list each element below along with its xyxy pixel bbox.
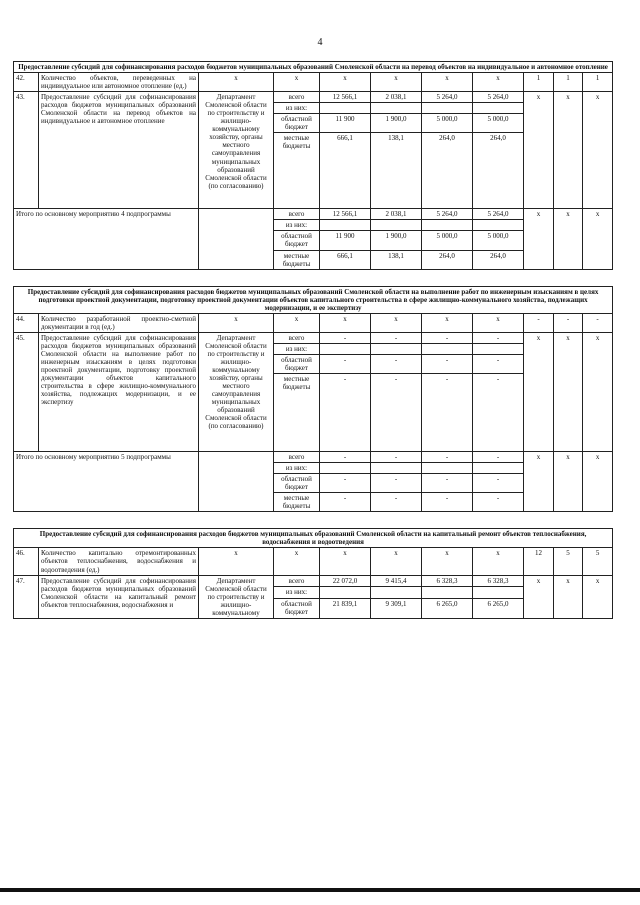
- cell-x: х: [371, 548, 422, 575]
- table-row: [14, 548, 613, 575]
- cell-x: х: [524, 575, 554, 618]
- amount: 666,1: [320, 133, 371, 209]
- source-total: всего: [274, 332, 320, 343]
- cell-dash: -: [320, 474, 371, 493]
- table-row: [14, 575, 613, 587]
- amount: 264,0: [422, 250, 473, 269]
- amount: 1 900,0: [371, 231, 422, 250]
- cell-dash: -: [371, 374, 422, 452]
- amount: 12 566,1: [320, 209, 371, 220]
- source-local: местные бюджеты: [274, 133, 320, 209]
- source-obl: областной бюджет: [274, 474, 320, 493]
- cell-dash: -: [422, 354, 473, 373]
- cell-dash: -: [473, 474, 524, 493]
- amount: 9 415,4: [371, 575, 422, 587]
- indicator-value: 1: [554, 73, 583, 92]
- cell-x: х: [371, 73, 422, 92]
- cell-x: х: [320, 313, 371, 332]
- measure-name: Предоставление субсидий для софинансирования расходов бюджетов муниципальных образований Смоленской области на капитальный ремонт объектов теплоснабжения, водоснабжения и: [39, 575, 199, 618]
- cell-dash: -: [371, 354, 422, 373]
- cell-dash: -: [422, 474, 473, 493]
- cell-dash: -: [371, 332, 422, 343]
- program-table: [13, 61, 613, 619]
- amount: 11 900: [320, 231, 371, 250]
- source-total: всего: [274, 209, 320, 220]
- executor: Департамент Смоленской области по строительству и жилищно-коммунальному: [199, 575, 274, 618]
- measure-name: Предоставление субсидий для софинансирования расходов бюджетов муниципальных образований Смоленской области на выполнение работ по инженерным изысканиям в целях подготовки проектной документации, подготовку проектной документации объектов капитального строительства в сфере жилищно-коммунального хозяйства, подлежащих модернизации, и ее экспертизу: [39, 332, 199, 451]
- row-number: 45.: [14, 332, 39, 451]
- indicator-value: 1: [583, 73, 613, 92]
- amount: 6 265,0: [473, 598, 524, 618]
- cell-dash: -: [422, 452, 473, 463]
- cell-x: х: [274, 548, 320, 575]
- row-number: 46.: [14, 548, 39, 575]
- cell-x: х: [583, 209, 613, 269]
- amount: 5 264,0: [473, 209, 524, 220]
- cell-dash: -: [473, 493, 524, 512]
- amount: 1 900,0: [371, 114, 422, 133]
- source-obl: областной бюджет: [274, 114, 320, 133]
- cell-x: х: [274, 73, 320, 92]
- executor: Департамент Смоленской области по строительству и жилищно-коммунальному хозяйству, органы местного самоуправления муниципальных образований Смоленской области (по согласованию): [199, 332, 274, 451]
- amount: 138,1: [371, 250, 422, 269]
- indicator-name: Количество объектов, переведенных на индивидуальное или автономное отопление (ед.): [39, 73, 199, 92]
- cell-x: х: [473, 313, 524, 332]
- amount: 5 000,0: [473, 114, 524, 133]
- source-obl: областной бюджет: [274, 231, 320, 250]
- amount: 9 309,1: [371, 598, 422, 618]
- cell-dash: -: [473, 374, 524, 452]
- source-incl: из них:: [274, 463, 320, 474]
- table-row: [14, 452, 613, 463]
- cell-x: х: [422, 313, 473, 332]
- source-local: местные бюджеты: [274, 374, 320, 452]
- cell-x: х: [199, 548, 274, 575]
- subtotal-name: Итого по основному мероприятию 4 подпрограммы: [14, 209, 199, 269]
- table-row: [14, 313, 613, 332]
- cell-x: х: [524, 452, 554, 512]
- cell-x: х: [554, 332, 583, 451]
- row-number: 42.: [14, 73, 39, 92]
- cell-dash: -: [422, 374, 473, 452]
- cell-x: х: [554, 452, 583, 512]
- table-row: [14, 73, 613, 92]
- amount: 21 839,1: [320, 598, 371, 618]
- source-incl: из них:: [274, 343, 320, 354]
- amount: 264,0: [473, 250, 524, 269]
- amount: 5 264,0: [422, 92, 473, 103]
- cell-dash: -: [371, 474, 422, 493]
- cell-x: х: [199, 73, 274, 92]
- amount: 11 900: [320, 114, 371, 133]
- source-obl: областной бюджет: [274, 354, 320, 373]
- source-local: местные бюджеты: [274, 493, 320, 512]
- cell-dash: -: [524, 313, 554, 332]
- scan-border: [0, 888, 640, 892]
- cell-dash: -: [473, 332, 524, 343]
- cell-x: х: [473, 73, 524, 92]
- amount: 22 072,0: [320, 575, 371, 587]
- amount: 2 038,1: [371, 92, 422, 103]
- cell-x: х: [422, 73, 473, 92]
- amount: 138,1: [371, 133, 422, 209]
- page-number: 4: [317, 37, 323, 48]
- cell-x: х: [422, 548, 473, 575]
- cell-x: х: [199, 313, 274, 332]
- cell-dash: -: [422, 332, 473, 343]
- amount: 12 566,1: [320, 92, 371, 103]
- executor: Департамент Смоленской области по строительству и жилищно-коммунальному хозяйству, органы местного самоуправления муниципальных образований Смоленской области (по согласованию): [199, 92, 274, 209]
- cell-x: х: [473, 548, 524, 575]
- indicator-value: 12: [524, 548, 554, 575]
- cell-x: х: [524, 92, 554, 209]
- amount: 5 000,0: [422, 231, 473, 250]
- cell-x: х: [320, 73, 371, 92]
- cell-dash: -: [473, 452, 524, 463]
- cell-dash: -: [422, 493, 473, 512]
- cell-x: х: [583, 332, 613, 451]
- source-incl: из них:: [274, 103, 320, 114]
- cell-dash: -: [320, 354, 371, 373]
- amount: 666,1: [320, 250, 371, 269]
- cell-x: х: [524, 209, 554, 269]
- row-number: 47.: [14, 575, 39, 618]
- source-incl: из них:: [274, 220, 320, 231]
- row-number: 43.: [14, 92, 39, 209]
- row-number: 44.: [14, 313, 39, 332]
- amount: 264,0: [422, 133, 473, 209]
- source-local: местные бюджеты: [274, 250, 320, 269]
- cell-dash: -: [320, 493, 371, 512]
- cell-x: х: [554, 209, 583, 269]
- cell-x: х: [583, 452, 613, 512]
- cell-dash: -: [554, 313, 583, 332]
- section-header: Предоставление субсидий для софинансирования расходов бюджетов муниципальных образований Смоленской области на перевод объектов на индивидуальное и автономное отопление: [14, 62, 613, 73]
- indicator-value: 5: [554, 548, 583, 575]
- cell-x: х: [320, 548, 371, 575]
- cell-x: х: [583, 92, 613, 209]
- table-row: [14, 92, 613, 103]
- amount: 2 038,1: [371, 209, 422, 220]
- amount: 5 000,0: [422, 114, 473, 133]
- cell-dash: -: [320, 452, 371, 463]
- cell-x: х: [274, 313, 320, 332]
- table-row: [14, 209, 613, 220]
- amount: 264,0: [473, 133, 524, 209]
- cell-x: х: [524, 332, 554, 451]
- source-total: всего: [274, 575, 320, 587]
- source-total: всего: [274, 92, 320, 103]
- cell-x: х: [554, 92, 583, 209]
- amount: 6 328,3: [473, 575, 524, 587]
- cell-dash: -: [583, 313, 613, 332]
- amount: 5 000,0: [473, 231, 524, 250]
- cell-x: х: [583, 575, 613, 618]
- cell-dash: -: [371, 452, 422, 463]
- amount: 5 264,0: [473, 92, 524, 103]
- indicator-name: Количество капитально отремонтированных объектов теплоснабжения, водоснабжения и водоотведения (ед.): [39, 548, 199, 575]
- amount: 6 265,0: [422, 598, 473, 618]
- cell-dash: -: [320, 374, 371, 452]
- section-header: Предоставление субсидий для софинансирования расходов бюджетов муниципальных образований Смоленской области на капитальный ремонт объектов теплоснабжения, водоснабжения и водоотведения: [14, 529, 613, 548]
- cell-dash: -: [473, 354, 524, 373]
- indicator-value: 1: [524, 73, 554, 92]
- cell-x: х: [371, 313, 422, 332]
- cell-dash: -: [320, 332, 371, 343]
- table-row: [14, 332, 613, 343]
- measure-name: Предоставление субсидий для софинансирования расходов бюджетов муниципальных образований Смоленской области на перевод объектов на индивидуальное и автономное отопление: [39, 92, 199, 209]
- source-incl: из них:: [274, 587, 320, 599]
- subtotal-name: Итого по основному мероприятию 5 подпрограммы: [14, 452, 199, 512]
- source-total: всего: [274, 452, 320, 463]
- indicator-name: Количество разработанной проектно-сметной документации в год (ед.): [39, 313, 199, 332]
- indicator-value: 5: [583, 548, 613, 575]
- cell-x: х: [554, 575, 583, 618]
- cell-dash: -: [371, 493, 422, 512]
- amount: 6 328,3: [422, 575, 473, 587]
- amount: 5 264,0: [422, 209, 473, 220]
- section-header: Предоставление субсидий для софинансирования расходов бюджетов муниципальных образований Смоленской области на выполнение работ по инженерным изысканиям в целях подготовки проектной документации, подготовку проектной документации объектов капитального строительства в сфере жилищно-коммунального хозяйства, подлежащих модернизации, и ее экспертизу: [14, 286, 613, 313]
- source-obl: областной бюджет: [274, 598, 320, 618]
